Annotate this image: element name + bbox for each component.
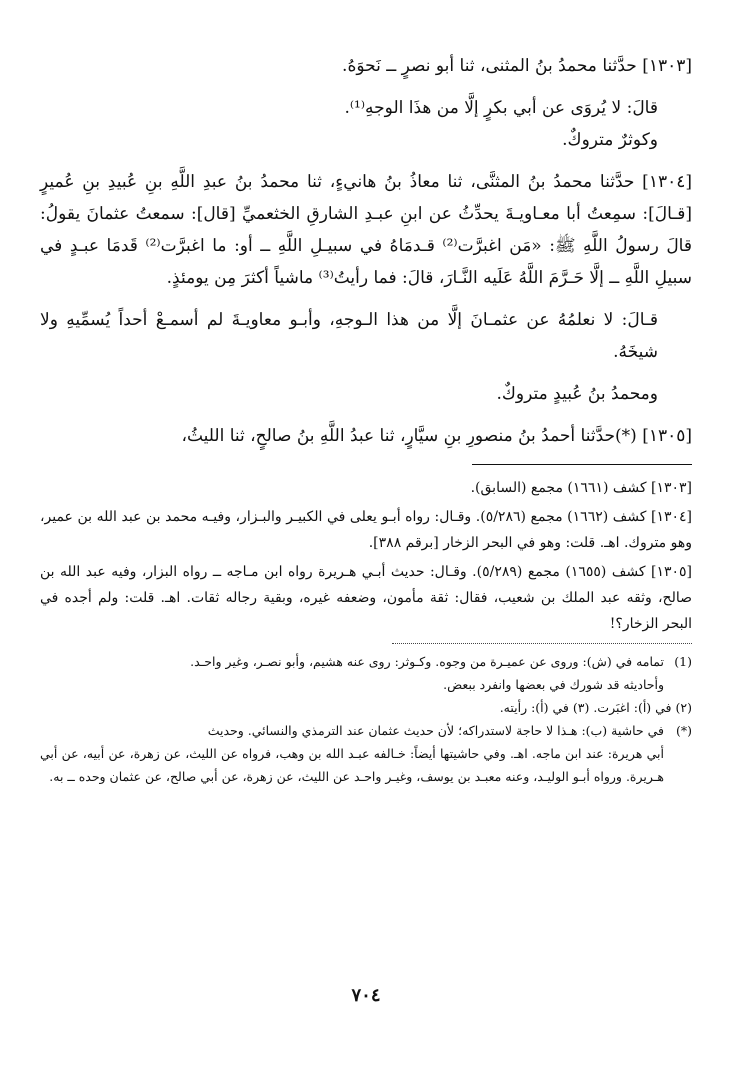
footnote-1-continued: وأحاديثه قد شورك في بعضها وانفرد ببعض. <box>443 677 664 692</box>
footnote-2-3: (٢) في (أ): اغبَرت. (٣) في (أ): رأيته. <box>499 700 692 715</box>
comment-1304-narrator: ومحمدُ بنُ عُبيدٍ متروكٌ. <box>496 384 658 404</box>
main-text <box>40 50 692 452</box>
hadith-1305: [١٣٠٥] (*)حدَّثنا أحمدُ بنُ منصورِ بنِ سيَّارٍ، ثنا عبدُ اللَّهِ بنُ صالحٍ، ثنا الليثُ، <box>181 426 692 446</box>
comment-1303-narrator: وكوثرٌ متروكٌ. <box>562 130 658 150</box>
hadith-1304: [١٣٠٤] حدَّثنا محمدُ بنُ المثنَّى، ثنا معاذُ بنُ هانيءٍ، ثنا محمدُ بنُ عبدِ اللَّهِ بنِ عُبيدِ بنِ عُميرٍ [قـالَ]: سمِعتُ أبا معـاويـةَ يحدِّثُ عن ابنِ عبـدِ الشارقِ الخثعميِّ [قال]: سمعتُ عثمانَ يقولُ: قالَ رسولُ اللَّهِ ﷺ: «مَن اغبرَّت⁽²⁾ قـدمَاهُ في سبيـلِ اللَّهِ ــ أو: ما اغبرَّت⁽²⁾ قَدمَا عبـدٍ في سبيلِ اللَّهِ ــ إلَّا حَـرَّمَ اللَّهُ عَلَيه النَّـارَ، قالَ: فما رأيتُ⁽³⁾ ماشياً أكثرَ مِن يومئذٍ. <box>40 172 692 288</box>
footnote-1-text: تمامه في (ش): وروى عن عميـرة من وجوه. وكـوثر: روى عنه هشيم، وأبو نصـر، وغير واحـد. <box>190 654 664 669</box>
takhrij-1304: [١٣٠٤] كشف (١٦٦٢) مجمع (٥/٢٨٦). وقـال: رواه أبـو يعلى في الكبيـر والبـزار، وفيـه محمد بن عبد الله بن عمير، وهو متروك. اهـ. قلت: وهو في البحر الزخار [برقم ٣٨٨]. <box>40 509 693 551</box>
takhrij-1305: [١٣٠٥] كشف (١٦٥٥) مجمع (٥/٢٨٩). وقـال: حديث أبـي هـريرة رواه ابن مـاجه ــ رواه البزار، وفيه عبد الله بن صالح، وثقه عبد الملك بن شعيب، فقال: ثقة مأمون، وضعفه غيره، وبقية رجاله ثقات. اهـ. قلت: ولم أجده في البحر الزخار؟! <box>40 564 692 632</box>
footnote-star <box>40 719 692 742</box>
dotted-separator <box>392 643 692 644</box>
footnotes <box>40 650 692 788</box>
page-number: ٧٠٤ <box>351 985 381 1006</box>
footnote-1-mark: (1) <box>674 654 692 669</box>
comment-1304: قـالَ: لا نعلمُهُ عن عثمـانَ إلَّا من هذا الـوجهِ، وأبـو معاويـةَ لم أسمـعْ أحداً يُسمِّيهِ ولا شيخَهُ. <box>40 310 658 362</box>
footnote-star-continued: أبي هريرة: عند ابن ماجه. اهـ. وفي حاشيتها أيضاً: خـالفه عبـد الله بن وهب، فرواه عن الليث، عن زهرة، عن أبيه، عن أبي هـريرة. ورواه أبـو الوليـد، وعنه معبـد بن يوسف، وغيـر واحـد عن الليث، عن زهرة، عن أبي صالح، عن عثمان وحده ــ به. <box>40 746 664 784</box>
footnote-star-text: في حاشية (ب): هـذا لا حاجة لاستدراكه؛ لأن حديث عثمان عند الترمذي والنسائي. وحديث <box>207 723 664 738</box>
footnote-star-mark: (*) <box>675 723 692 738</box>
footnote-separator <box>472 464 692 465</box>
footnote-1 <box>40 650 692 673</box>
hadith-1303: [١٣٠٣] حدَّثنا محمدُ بنُ المثنى، ثنا أبو نصرٍ ــ نَحوَهُ. <box>342 56 692 76</box>
takhrij-notes <box>40 475 692 637</box>
comment-1303: قالَ: لا يُروَى عن أبي بكرٍ إلَّا من هذَا الوجهِ⁽¹⁾. <box>344 98 658 118</box>
takhrij-1303: [١٣٠٣] كشف (١٦٦١) مجمع (السابق). <box>470 480 692 496</box>
